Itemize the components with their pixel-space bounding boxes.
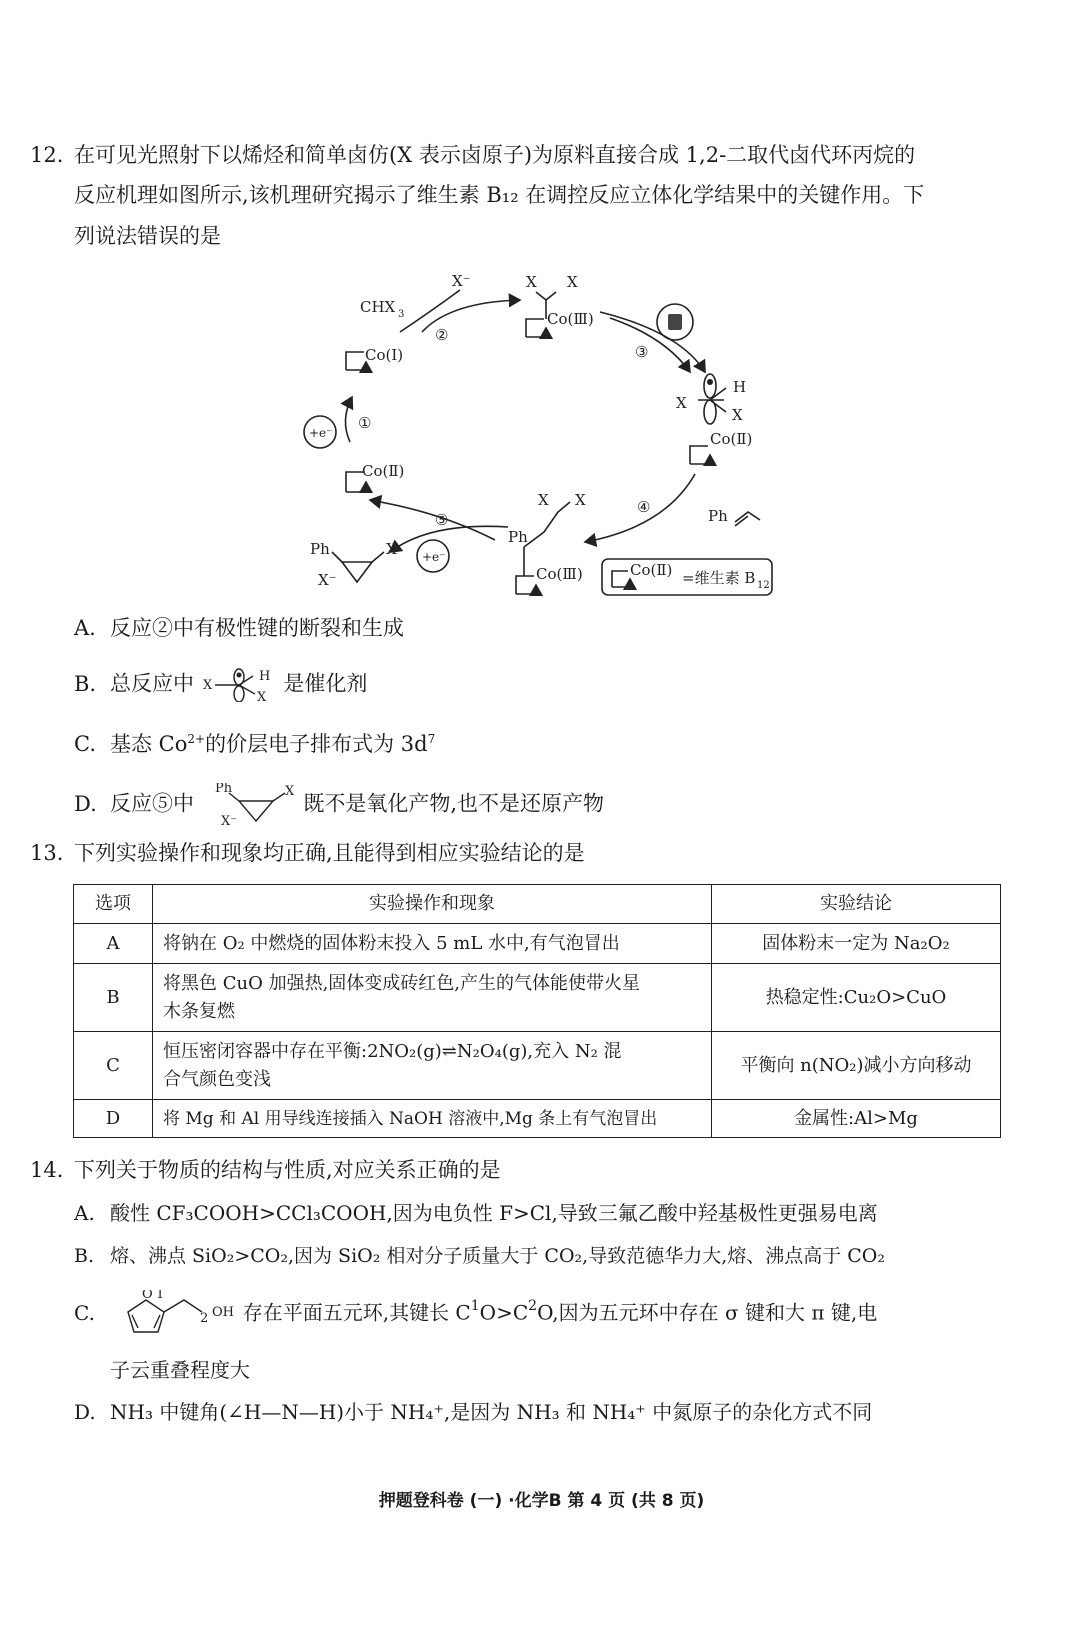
q12-mechanism-diagram [280,262,800,612]
page-footer: 押题登科卷 (一) ·化学B 第 4 页 (共 8 页) [378,1491,705,1511]
table-row[interactable]: D 将 Mg 和 Al 用导线连接插入 NaOH 溶液中,Mg 条上有气泡冒出 金属性:Al>Mg [74,1100,1001,1138]
svg-text:X: X [202,678,212,693]
svg-text:Ph: Ph [508,528,528,546]
co1-label: Co(Ⅰ) [365,346,404,364]
q14-option-c[interactable]: C. O 1 2 OH 存在平面五元环,其键长 $C^1O>C^2O$,因为五元环中存在 σ 键和大 π 键,电 [74,1290,877,1338]
svg-text:Ph: Ph [708,507,728,525]
svg-text:H: H [733,378,747,396]
q12-stem-line2: 反应机理如图所示,该机理研究揭示了维生素 B₁₂ 在调控反应立体化学结果中的关键作用。下 [74,183,925,207]
lamp-icon [668,314,682,330]
svg-text:O: O [142,1290,154,1302]
radical-structure-icon [201,668,277,702]
svg-text:Ph: Ph [310,540,330,558]
table-row[interactable]: A 将钠在 O₂ 中燃烧的固体粉末投入 5 mL 水中,有气泡冒出 固体粉末一定为 Na₂O₂ [74,924,1001,964]
svg-text:1: 1 [156,1290,165,1302]
svg-text:X⁻: X⁻ [220,814,237,827]
q12-option-d[interactable]: D. 反应⑤中 Ph X X⁻ 既不是氧化产物,也不是还原产物 [74,783,605,827]
svg-text:⑤: ⑤ [435,511,449,529]
radical-dot-icon [707,379,713,385]
svg-text:②: ② [435,326,449,344]
svg-text:X: X [567,273,578,291]
q13-stem: 13. 下列实验操作和现象均正确,且能得到相应实验结论的是 [30,841,585,865]
q12-number: 12. [30,143,64,167]
co2-left-label: Co(Ⅱ) [362,462,405,480]
co2-right-label: Co(Ⅱ) [710,430,753,448]
svg-text:OH: OH [212,1305,235,1320]
svg-text:Ph: Ph [214,783,232,796]
co3-bottom-label: Co(Ⅲ) [536,565,583,583]
svg-text:12: 12 [757,580,770,591]
furfuryl-alcohol-structure-icon [116,1290,236,1338]
legend-vitamin-label: =维生素 B [682,569,756,587]
svg-text:+e⁻: +e⁻ [422,550,446,564]
svg-text:④: ④ [637,498,651,516]
co3-top-label: Co(Ⅲ) [547,310,594,328]
q12-option-a[interactable]: A. 反应②中有极性键的断裂和生成 [74,616,404,640]
svg-text:X: X [538,491,549,509]
q12-option-c[interactable]: C. 基态 $Co^{2+}$的价层电子排布式为 $3d^7$ [74,732,436,756]
table-header-row: 选项 实验操作和现象 实验结论 [74,885,1001,924]
q14-stem: 14. 下列关于物质的结构与性质,对应关系正确的是 [30,1158,501,1182]
q14-option-b[interactable]: B. 熔、沸点 SiO₂>CO₂,因为 SiO₂ 相对分子质量大于 CO₂,导致范德华力大,熔、沸点高于 CO₂ [74,1245,886,1267]
svg-text:X: X [526,273,537,291]
table-row[interactable]: B 将黑色 CuO 加强热,固体变成砖红色,产生的气体能使带火星 木条复燃 热稳定性:Cu₂O>CuO [74,964,1001,1032]
svg-text:X⁻: X⁻ [318,571,337,589]
table-row[interactable]: C 恒压密闭容器中存在平衡:2NO₂(g)⇌N₂O₄(g),充入 N₂ 混 合气颜色变浅 平衡向 n(NO₂)减小方向移动 [74,1032,1001,1100]
legend-co-label: Co(Ⅱ) [630,561,673,579]
svg-text:X: X [575,491,586,509]
q12-option-b[interactable]: B. 总反应中 X H X 是催化剂 [74,668,367,702]
q12-stem-line1: 12. 在可见光照射下以烯烃和简单卤仿(X 表示卤原子)为原料直接合成 1,2-二取代卤代环丙烷的 [30,140,915,170]
cyclopropane-structure-icon [201,783,297,827]
q14-option-d[interactable]: D. NH₃ 中键角(∠H—N—H)小于 NH₄⁺,是因为 NH₃ 和 NH₄⁺ 中氮原子的杂化方式不同 [74,1400,873,1424]
svg-text:X: X [676,394,687,412]
q12-stem-line3: 列说法错误的是 [74,224,221,248]
svg-text:X: X [256,690,266,702]
svg-text:③: ③ [635,343,649,361]
chx3-label: CHX [360,298,396,316]
svg-text:①: ① [358,414,372,432]
svg-text:3: 3 [398,309,405,320]
svg-text:X⁻: X⁻ [452,272,471,290]
svg-text:H: H [258,669,271,684]
svg-text:2: 2 [200,1311,209,1326]
svg-text:+e⁻: +e⁻ [309,426,333,440]
svg-text:X: X [732,406,743,424]
q14-option-a[interactable]: A. 酸性 CF₃COOH>CCl₃COOH,因为电负性 F>Cl,导致三氟乙酸中羟基极性更强易电离 [74,1201,878,1225]
q13-experiment-table [73,884,1001,1138]
q14-option-c-line2: 子云重叠程度大 [110,1358,250,1382]
svg-text:X: X [284,784,294,799]
svg-text:X: X [386,540,397,558]
